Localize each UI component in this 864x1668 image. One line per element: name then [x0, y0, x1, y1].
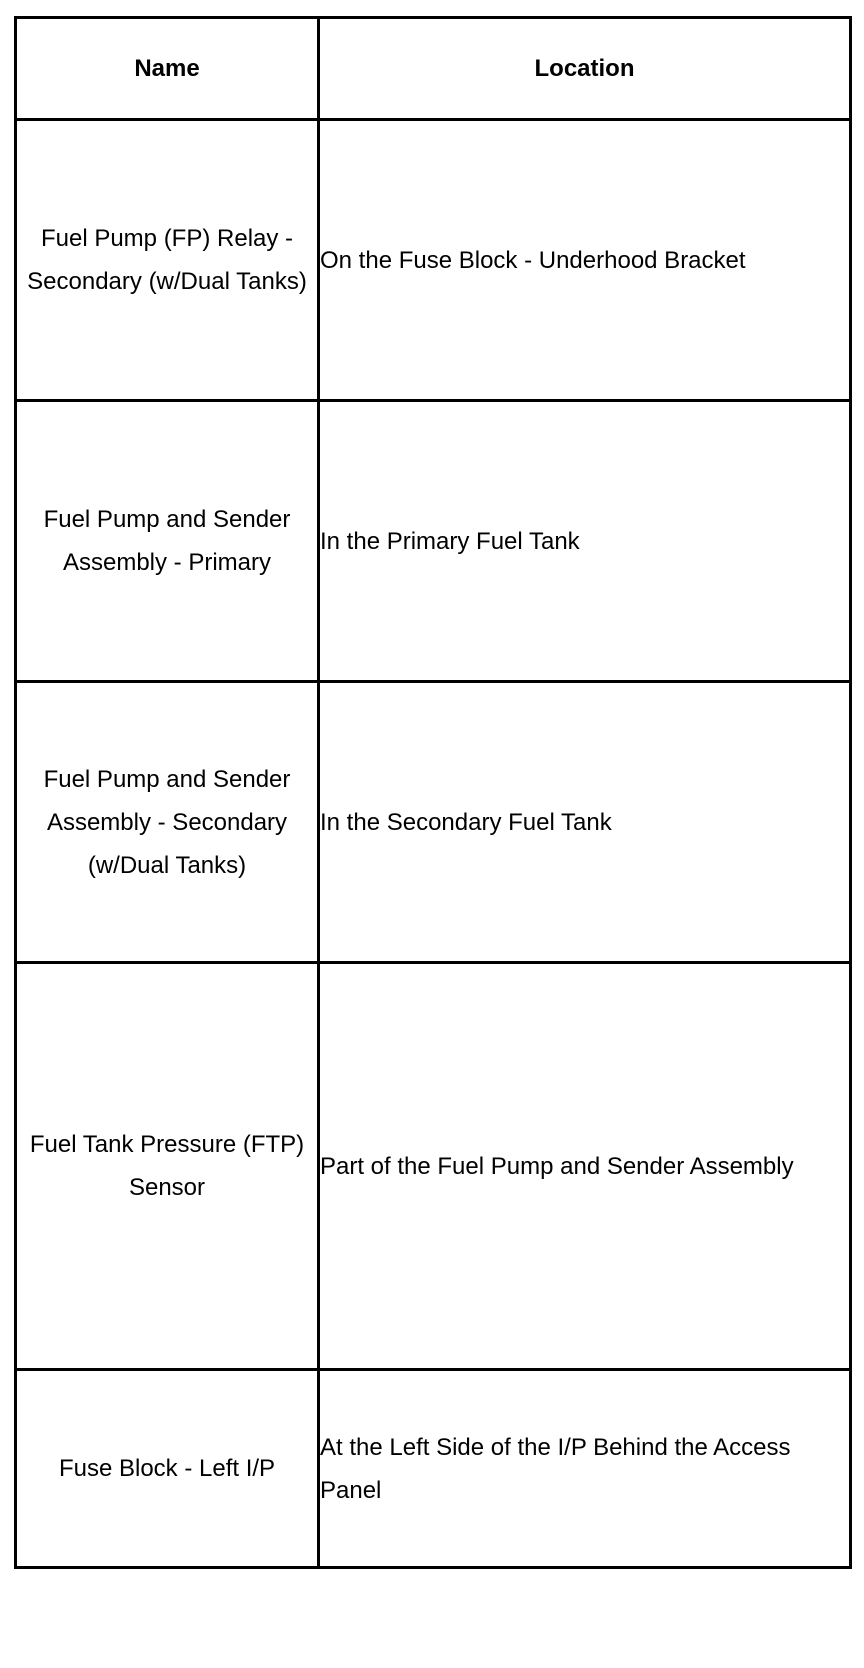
table-header-row [16, 18, 851, 120]
component-name-cell: Fuel Pump and Sender Assembly - Secondary (w/Dual Tanks) [16, 682, 319, 963]
column-header-name: Name [16, 18, 319, 120]
table-row [16, 401, 851, 682]
component-location-table [14, 16, 852, 1569]
component-name-cell: Fuse Block - Left I/P [16, 1370, 319, 1568]
component-name-cell: Fuel Tank Pressure (FTP) Sensor [16, 963, 319, 1370]
table-row [16, 682, 851, 963]
component-location-cell: Part of the Fuel Pump and Sender Assembly [319, 963, 851, 1370]
table-row [16, 120, 851, 401]
table-row [16, 1370, 851, 1568]
component-location-cell: On the Fuse Block - Underhood Bracket [319, 120, 851, 401]
component-location-cell: At the Left Side of the I/P Behind the Access Panel [319, 1370, 851, 1568]
component-location-cell: In the Primary Fuel Tank [319, 401, 851, 682]
component-name-cell: Fuel Pump (FP) Relay - Secondary (w/Dual Tanks) [16, 120, 319, 401]
table-row [16, 963, 851, 1370]
component-location-cell: In the Secondary Fuel Tank [319, 682, 851, 963]
column-header-location: Location [319, 18, 851, 120]
component-name-cell: Fuel Pump and Sender Assembly - Primary [16, 401, 319, 682]
